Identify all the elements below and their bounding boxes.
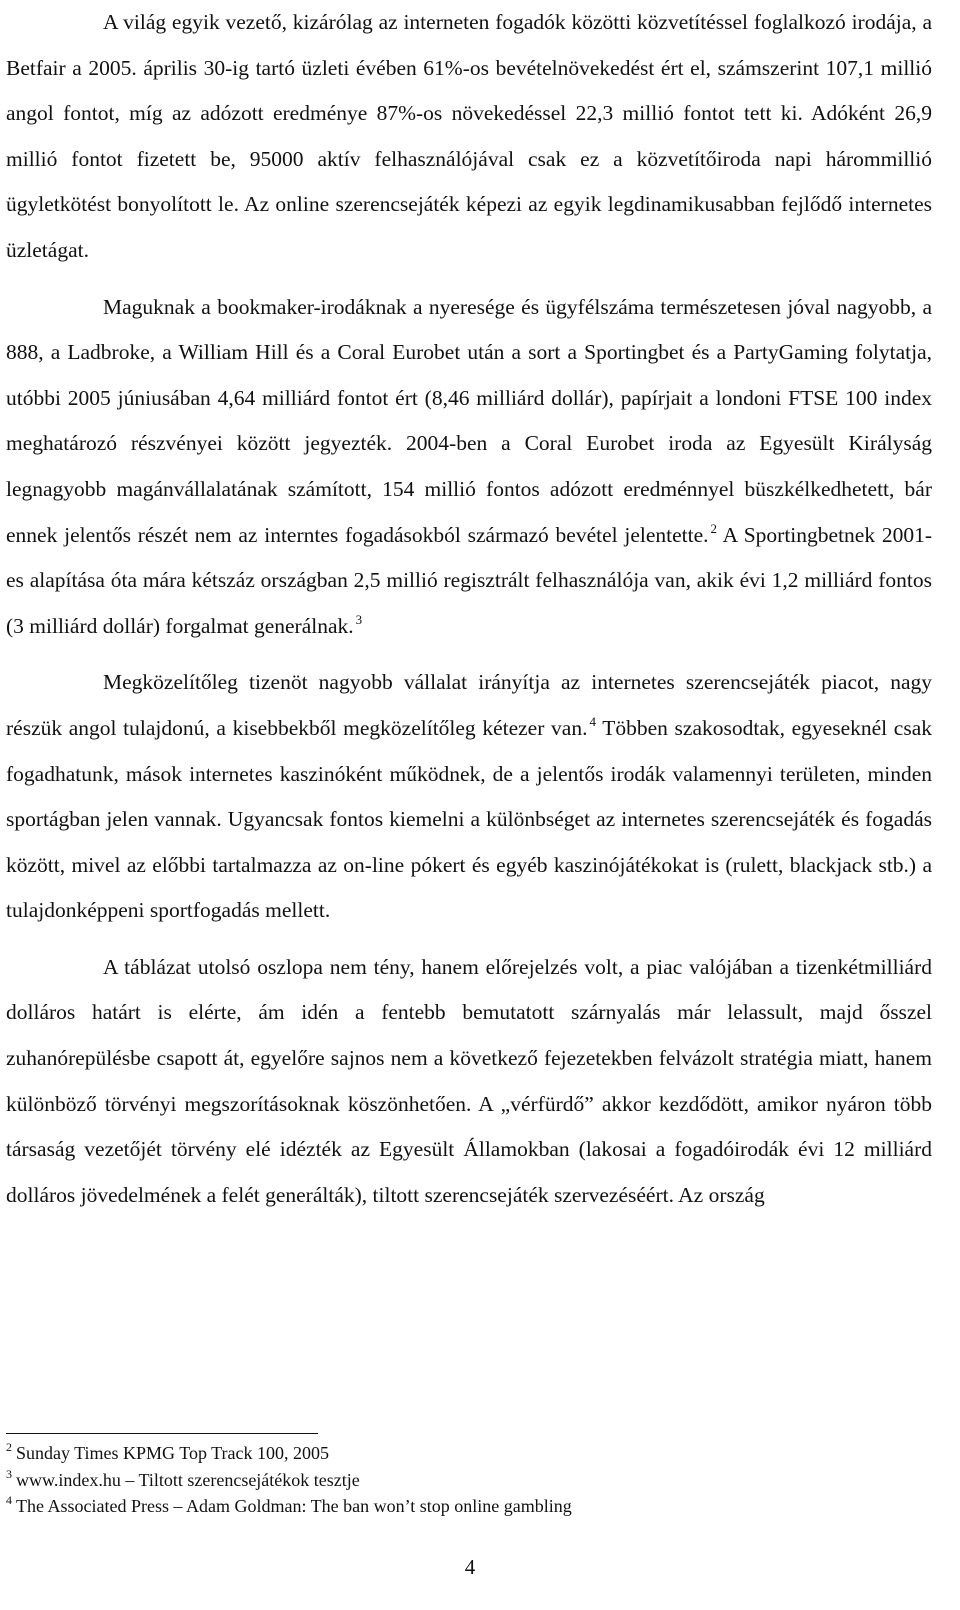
footnote-ref-3: 3 [355,611,363,627]
footnote-text: Sunday Times KPMG Top Track 100, 2005 [16,1443,329,1463]
paragraph-text: Maguknak a bookmaker-irodáknak a nyeresége és ügyfélszáma természetesen jóval nagyobb, a 888, a Ladbroke, a William Hill és a Coral Eurobet után a sort a Sportingbet és a PartyGaming folytatja, utóbbi 2005 júniusában 4,64 milliárd fontot ért (8,46 milliárd dollár), papírjait a londoni FTSE 100 index meghatározó részvényei között jegyezték. 2004-ben a Coral Eurobet iroda az Egyesült Királyság legnagyobb magánvállalatának számított, 154 millió fontos adózott eredménnyel büszkélkedhetett, bár ennek jelentős részét nem az interntes fogadásokból származó bevétel jelentette. [6,294,932,547]
paragraph-text: Megközelítőleg tizenöt nagyobb vállalat irányítja az internetes szerencsejáték piacot, nagy részük angol tulajdonú, a kisebbekből megközelítőleg kétezer van. [6,670,932,740]
footnote-2 [6,1440,932,1467]
paragraph-table-forecast: A táblázat utolsó oszlopa nem tény, hanem előrejelzés volt, a piac valójában a tizenkétmilliárd dolláros határt is elérte, ám idén a fentebb bemutatott szárnyalás már lelassult, majd ősszel zuhanórepülésbe csapott át, egyelőre sajnos nem a következő fejezetekben felvázolt stratégia miatt, hanem különböző törvényi megszorításoknak köszönhetően. A „vérfürdő” akkor kezdődött, amikor nyáron több társaság vezetőjét törvény elé idézték az Egyesült Államokban (lakosai a fogadóirodák évi 12 milliárd dolláros jövedelmének a felét generálták), tiltott szerencsejáték szervezéséért. Az ország [6,954,932,1207]
footnote-4 [6,1493,932,1520]
paragraph-bookmakers [6,285,932,650]
page-number: 4 [464,1555,476,1579]
paragraph-text: A Sportingbetnek 2001-es alapítása óta mára kétszáz országban 2,5 millió regisztrált felhasználója van, akik évi 1,2 milliárd fontos (3 milliárd dollár) forgalmat generálnak. [6,522,933,638]
footnote-ref-2: 2 [710,520,718,536]
footnote-ref-4: 4 [589,713,596,729]
footnote-text: www.index.hu – Tiltott szerencsejátékok tesztje [16,1469,360,1490]
footnote-separator [6,1433,318,1434]
footnote-number: 2 [6,1440,12,1454]
paragraph-betfair: A világ egyik vezető, kizárólag az interneten fogadók közötti közvetítéssel foglalkozó irodája, a Betfair a 2005. április 30-ig tartó üzleti évében 61%-os bevételnövekedést ért el, számszerint 107,1 millió angol fontot, míg az adózott eredménye 87%-os növekedéssel 22,3 millió fontot tett ki. Adóként 26,9 millió fontot fizetett be, 95000 aktív felhasználójával csak ez a közvetítőiroda napi hárommillió ügyletkötést bonyolított le. Az online szerencsejáték képezi az egyik legdinamikusabban fejlődő internetes üzletágat. [6,10,932,262]
footnotes [6,1440,932,1520]
paragraph-text: Többen szakosodtak, egyeseknél csak fogadhatunk, mások internetes kaszinóként működnek, de a jelentős irodák valamennyi területen, minden sportágban jelen vannak. Ugyancsak fontos kiemelni a különbséget az internetes szerencsejáték és fogadás között, mivel az előbbi tartalmazza az on-line pókert és egyéb kaszinójátékokat is (rulett, blackjack stb.) a tulajdonképpeni sportfogadás mellett. [6,715,932,923]
footnote-text: The Associated Press – Adam Goldman: The ban won’t stop online gambling [16,1496,572,1516]
footnote-number: 3 [6,1466,12,1481]
footnote-3 [6,1467,932,1494]
footnote-number: 4 [6,1493,12,1507]
document-page [6,0,932,1218]
paragraph-market-companies [6,660,932,934]
